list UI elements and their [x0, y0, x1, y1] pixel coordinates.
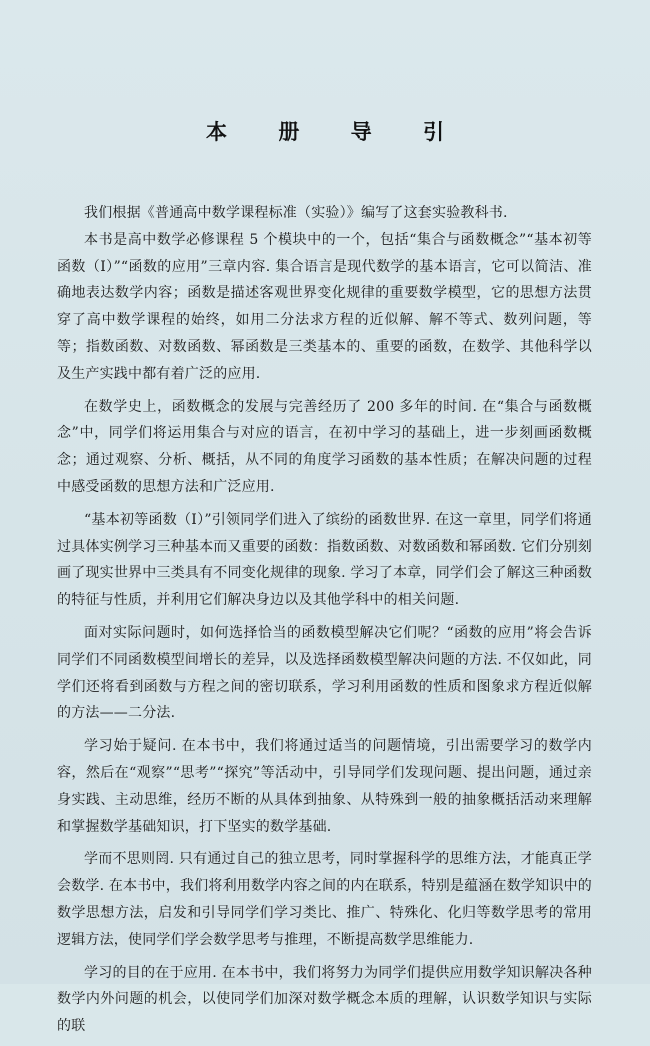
- paragraph-3: 在数学史上，函数概念的发展与完善经历了 200 多年的时间. 在“集合与函数概念”中，同学们将运用集合与对应的语言，在初中学习的基础上，进一步刻画函数概念；通过观察、分析、概括，从不同的角度学习函数的基本性质；在解决问题的过程中感受函数的思想方法和广泛应用.: [57, 398, 592, 495]
- paragraph-5: 面对实际问题时，如何选择恰当的函数模型解决它们呢？“函数的应用”将会告诉同学们不同函数模型间增长的差异，以及选择函数模型解决问题的方法. 不仅如此，同学们还将看到函数与方程之间的密切联系，学习利用函数的性质和图象求方程近似解的方法——二分法.: [57, 624, 592, 722]
- body-text: [57, 200, 592, 1046]
- paragraph-1: 我们根据《普通高中数学课程标准（实验）》编写了这套实验教科书.: [84, 205, 508, 221]
- paragraph-2: 本书是高中数学必修课程 5 个模块中的一个，包括“集合与函数概念”“基本初等函数（Ⅰ）”“函数的应用”三章内容. 集合语言是现代数学的基本语言，它可以简洁、准确地表达数学内容；函数是描述客观世界变化规律的重要数学模型，它的思想方法贯穿了高中数学课程的始终，如用二分法求方程的近似解、解不等式、数列问题，等等；指数函数、对数函数、幂函数是三类基本的、重要的函数，在数学、其他科学以及生产实践中都有着广泛的应用.: [57, 231, 592, 382]
- paragraph-6: 学习始于疑问. 在本书中，我们将通过适当的问题情境，引出需要学习的数学内容，然后在“观察”“思考”“探究”等活动中，引导同学们发现问题、提出问题，通过亲身实践、主动思维，经历不断的从具体到抽象、从特殊到一般的抽象概括活动来理解和掌握数学基础知识，打下坚实的数学基础.: [57, 738, 592, 835]
- paragraph-4: “基本初等函数（Ⅰ）”引领同学们进入了缤纷的函数世界. 在这一章里，同学们将通过具体实例学习三种基本而又重要的函数：指数函数、对数函数和幂函数. 它们分别刻画了现实世界中三类具有不同变化规律的现象. 学习了本章，同学们会了解这三种函数的特征与性质，并利用它们解决身边以及其他学科中的相关问题.: [57, 511, 592, 609]
- paragraph-7: 学而不思则罔. 只有通过自己的独立思考，同时掌握科学的思维方法，才能真正学会数学. 在本书中，我们将利用数学内容之间的内在联系，特别是蕴涵在数学知识中的数学思想方法，启发和引导同学们学习类比、推广、特殊化、化归等数学思考的常用逻辑方法，使同学们学会数学思考与推理，不断提高数学思维能力.: [57, 851, 592, 948]
- page-title: 本 册 导 引: [206, 119, 466, 144]
- paragraph-8: 学习的目的在于应用. 在本书中，我们将努力为同学们提供应用数学知识解决各种数学内外问题的机会，以使同学们加深对数学概念本质的理解，认识数学知识与实际的联: [57, 964, 592, 1035]
